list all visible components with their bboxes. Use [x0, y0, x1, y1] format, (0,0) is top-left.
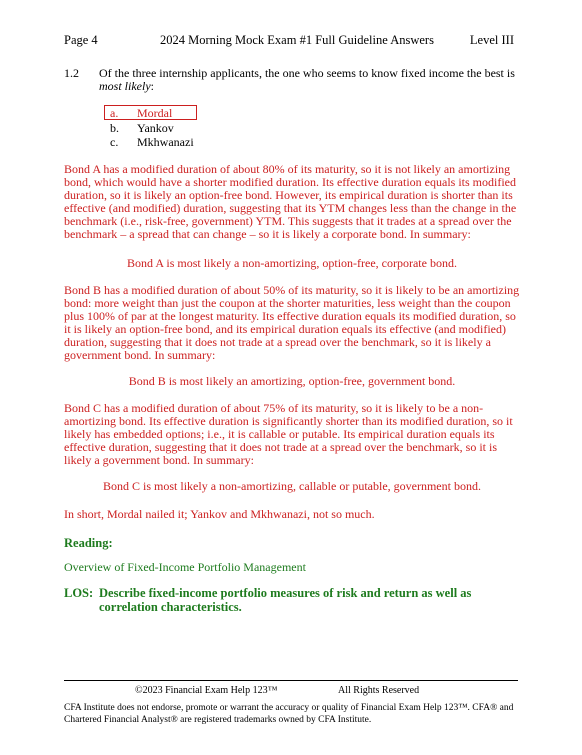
reading-label: Reading: [64, 536, 113, 550]
los-text: Describe fixed-income portfolio measures of risk and return as well as correlation characteristics. [99, 586, 472, 614]
reading-title: Overview of Fixed-Income Portfolio Management [64, 560, 306, 574]
question-stem [99, 67, 529, 93]
option-letter: b. [110, 121, 119, 135]
bond-a-summary: Bond A is most likely a non-amortizing, option-free, corporate bond. [127, 256, 457, 270]
option-label: Mkhwanazi [137, 135, 194, 149]
footer-disclaimer: CFA Institute does not endorse, promote or warrant the accuracy or quality of Financial Exam Help 123™. CFA® and Chartered Financial Analyst® are registered trademarks owned by CFA Institute. [64, 703, 514, 725]
bond-b-summary: Bond B is most likely an amortizing, option-free, government bond. [128, 374, 456, 388]
footer-divider [64, 680, 518, 681]
bond-b-explanation: Bond B has a modified duration of about 50% of its maturity, so it is likely to be an amortizing bond: more weight than just the coupon at the shorter maturities, less weight than the coupon plus 100% of par at the longest maturity. Its effective duration equals its modified duration, so it is likely an option-free bond, and its empirical duration equals its effective (and modified) duration, suggesting that it does not trade at a spread over the benchmark, so it is likely a government bond. In summary: [64, 283, 520, 362]
option-label: Mordal [137, 106, 173, 120]
bond-c-summary: Bond C is most likely a non-amortizing, callable or putable, government bond. [103, 479, 481, 493]
option-letter: c. [110, 135, 119, 149]
bond-a-explanation: Bond A has a modified duration of about 80% of its maturity, so it is not likely an amortizing bond, which would have a shorter modified duration. Its effective duration equals its modified duration, so it is likely an option-free bond. However, its empirical duration is shorter than its effective (and modified) duration, suggesting that its YTM changes less than the change in the benchmark (i.e., risk-free, government) YTM. This suggests that it trades at a spread over the benchmark – a spread that can change – so it is likely a corporate bond. In summary: [64, 162, 517, 241]
option-c [110, 136, 194, 149]
los-label: LOS: [64, 586, 94, 600]
answer-conclusion: In short, Mordal nailed it; Yankov and Mkhwanazi, not so much. [64, 507, 375, 521]
option-a [110, 107, 172, 120]
footer-copyright: ©2023 Financial Exam Help 123™ [135, 685, 278, 696]
option-letter: a. [110, 106, 119, 120]
option-b [110, 122, 174, 135]
page-number: Page 4 [64, 33, 98, 47]
option-label: Yankov [137, 121, 174, 135]
question-end: : [150, 79, 154, 93]
document-title: 2024 Morning Mock Exam #1 Full Guideline Answers [160, 33, 434, 47]
question-emphasis: most likely [99, 79, 151, 93]
exam-level: Level III [469, 33, 514, 47]
footer-rights: All Rights Reserved [338, 685, 420, 696]
bond-c-explanation: Bond C has a modified duration of about 75% of its maturity, so it is likely to be a non-amortizing bond. Its effective duration is significantly shorter than its modified duration, so it likely has embedded options; i.e., it is callable or putable. Its empirical duration equals its effective duration, suggesting that it does not trade at a spread over the benchmark, so it is likely a government bond. In summary: [64, 401, 513, 467]
question-number: 1.2 [64, 66, 79, 80]
question-text: Of the three internship applicants, the one who seems to know fixed income the best is [99, 66, 515, 80]
